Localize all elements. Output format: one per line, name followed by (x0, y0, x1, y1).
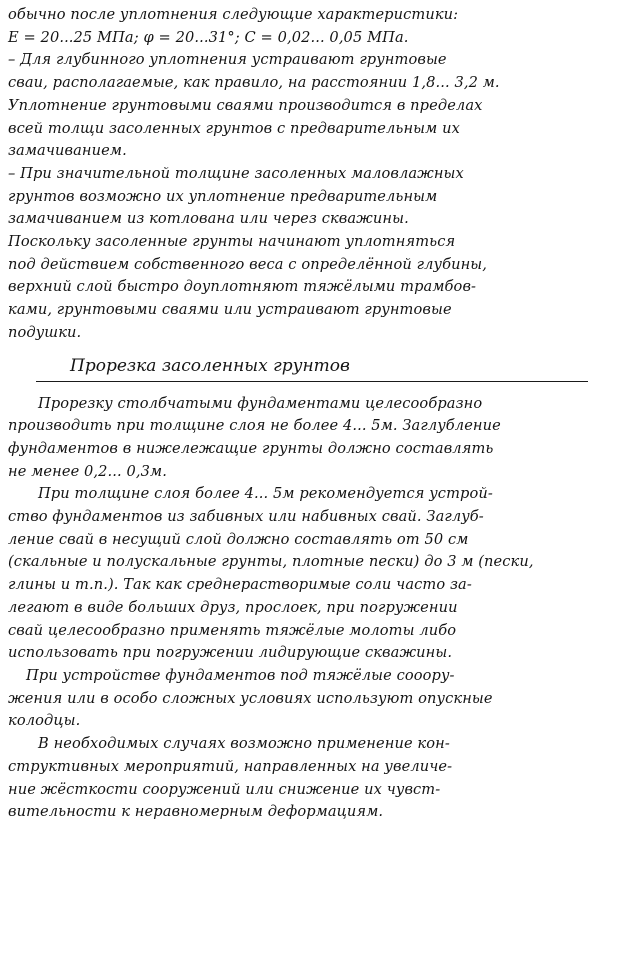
text-line: подушки. (8, 323, 82, 341)
text-line: верхний слой быстро доуплотняют тяжёлыми трамбов- (8, 278, 477, 296)
text-line: ление свай в несущий слой должно составлять от 50 см (8, 530, 469, 548)
text-line: ство фундаментов из забивных или набивных свай. Заглуб- (8, 508, 484, 526)
text-line: (скальные и полускальные грунты, плотные пески) до 3 м (пески, (8, 553, 534, 571)
paragraph-pile-foundations (8, 483, 624, 665)
section-heading-block (8, 347, 624, 393)
text-line: легают в виде больших друз, прослоек, при погружении (8, 598, 458, 616)
paragraph-compaction-properties (8, 4, 624, 345)
text-line: обычно после уплотнения следующие характеристики: (8, 6, 459, 23)
text-line: не менее 0,2... 0,3м. (8, 462, 167, 480)
text-line: структивных мероприятий, направленных на увеличе- (8, 757, 453, 775)
text-line: Поскольку засоленные грунты начинают уплотняться (8, 233, 456, 251)
text-line: производить при толщине слоя не более 4... 5м. Заглубление (8, 417, 501, 435)
heading-underline (36, 381, 588, 382)
text-line: всей толщи засоленных грунтов с предварительным их (8, 119, 460, 137)
text-line: Уплотнение грунтовыми сваями производится в пределах (8, 96, 483, 114)
text-line: фундаментов в нижележащие грунты должно составлять (8, 439, 494, 457)
text-line: жения или в особо сложных условиях используют опускные (8, 689, 493, 707)
text-line: колодцы. (8, 712, 81, 730)
paragraph-caissons (8, 665, 624, 733)
text-line: – Для глубинного уплотнения устраивают грунтовые (8, 51, 447, 69)
text-line: свай целесообразно применять тяжёлые молоты либо (8, 621, 457, 639)
text-line: замачиванием из котлована или через скважины. (8, 210, 409, 228)
text-line: вительности к неравномерным деформациям. (8, 803, 384, 821)
text-line: При устройстве фундаментов под тяжёлые сооору- (26, 666, 455, 684)
paragraph-column-foundations (8, 393, 624, 484)
text-line: ние жёсткости сооружений или снижение их чувст- (8, 780, 441, 798)
text-line: При толщине слоя более 4... 5м рекомендуется устрой- (38, 485, 493, 503)
section-heading: Прорезка засоленных грунтов (70, 355, 350, 376)
text-line: В необходимых случаях возможно применение кон- (38, 735, 450, 753)
text-line: Прорезку столбчатыми фундаментами целесообразно (38, 394, 483, 412)
text-line: грунтов возможно их уплотнение предварительным (8, 187, 438, 205)
text-line: – При значительной толщине засоленных маловлажных (8, 164, 464, 182)
text-line: использовать при погружении лидирующие скважины. (8, 644, 453, 662)
text-line: замачиванием. (8, 142, 127, 160)
text-line: под действием собственного веса с определённой глубины, (8, 255, 488, 273)
text-line: глины и т.п.). Так как среднерастворимые соли часто за- (8, 576, 472, 594)
paragraph-structural-measures (8, 733, 624, 824)
text-line: ками, грунтовыми сваями или устраивают грунтовые (8, 301, 452, 319)
text-line: E = 20...25 МПа; φ = 20...31°; С = 0,02... 0,05 МПа. (8, 28, 409, 46)
text-line: сваи, располагаемые, как правило, на расстоянии 1,8... 3,2 м. (8, 74, 500, 92)
